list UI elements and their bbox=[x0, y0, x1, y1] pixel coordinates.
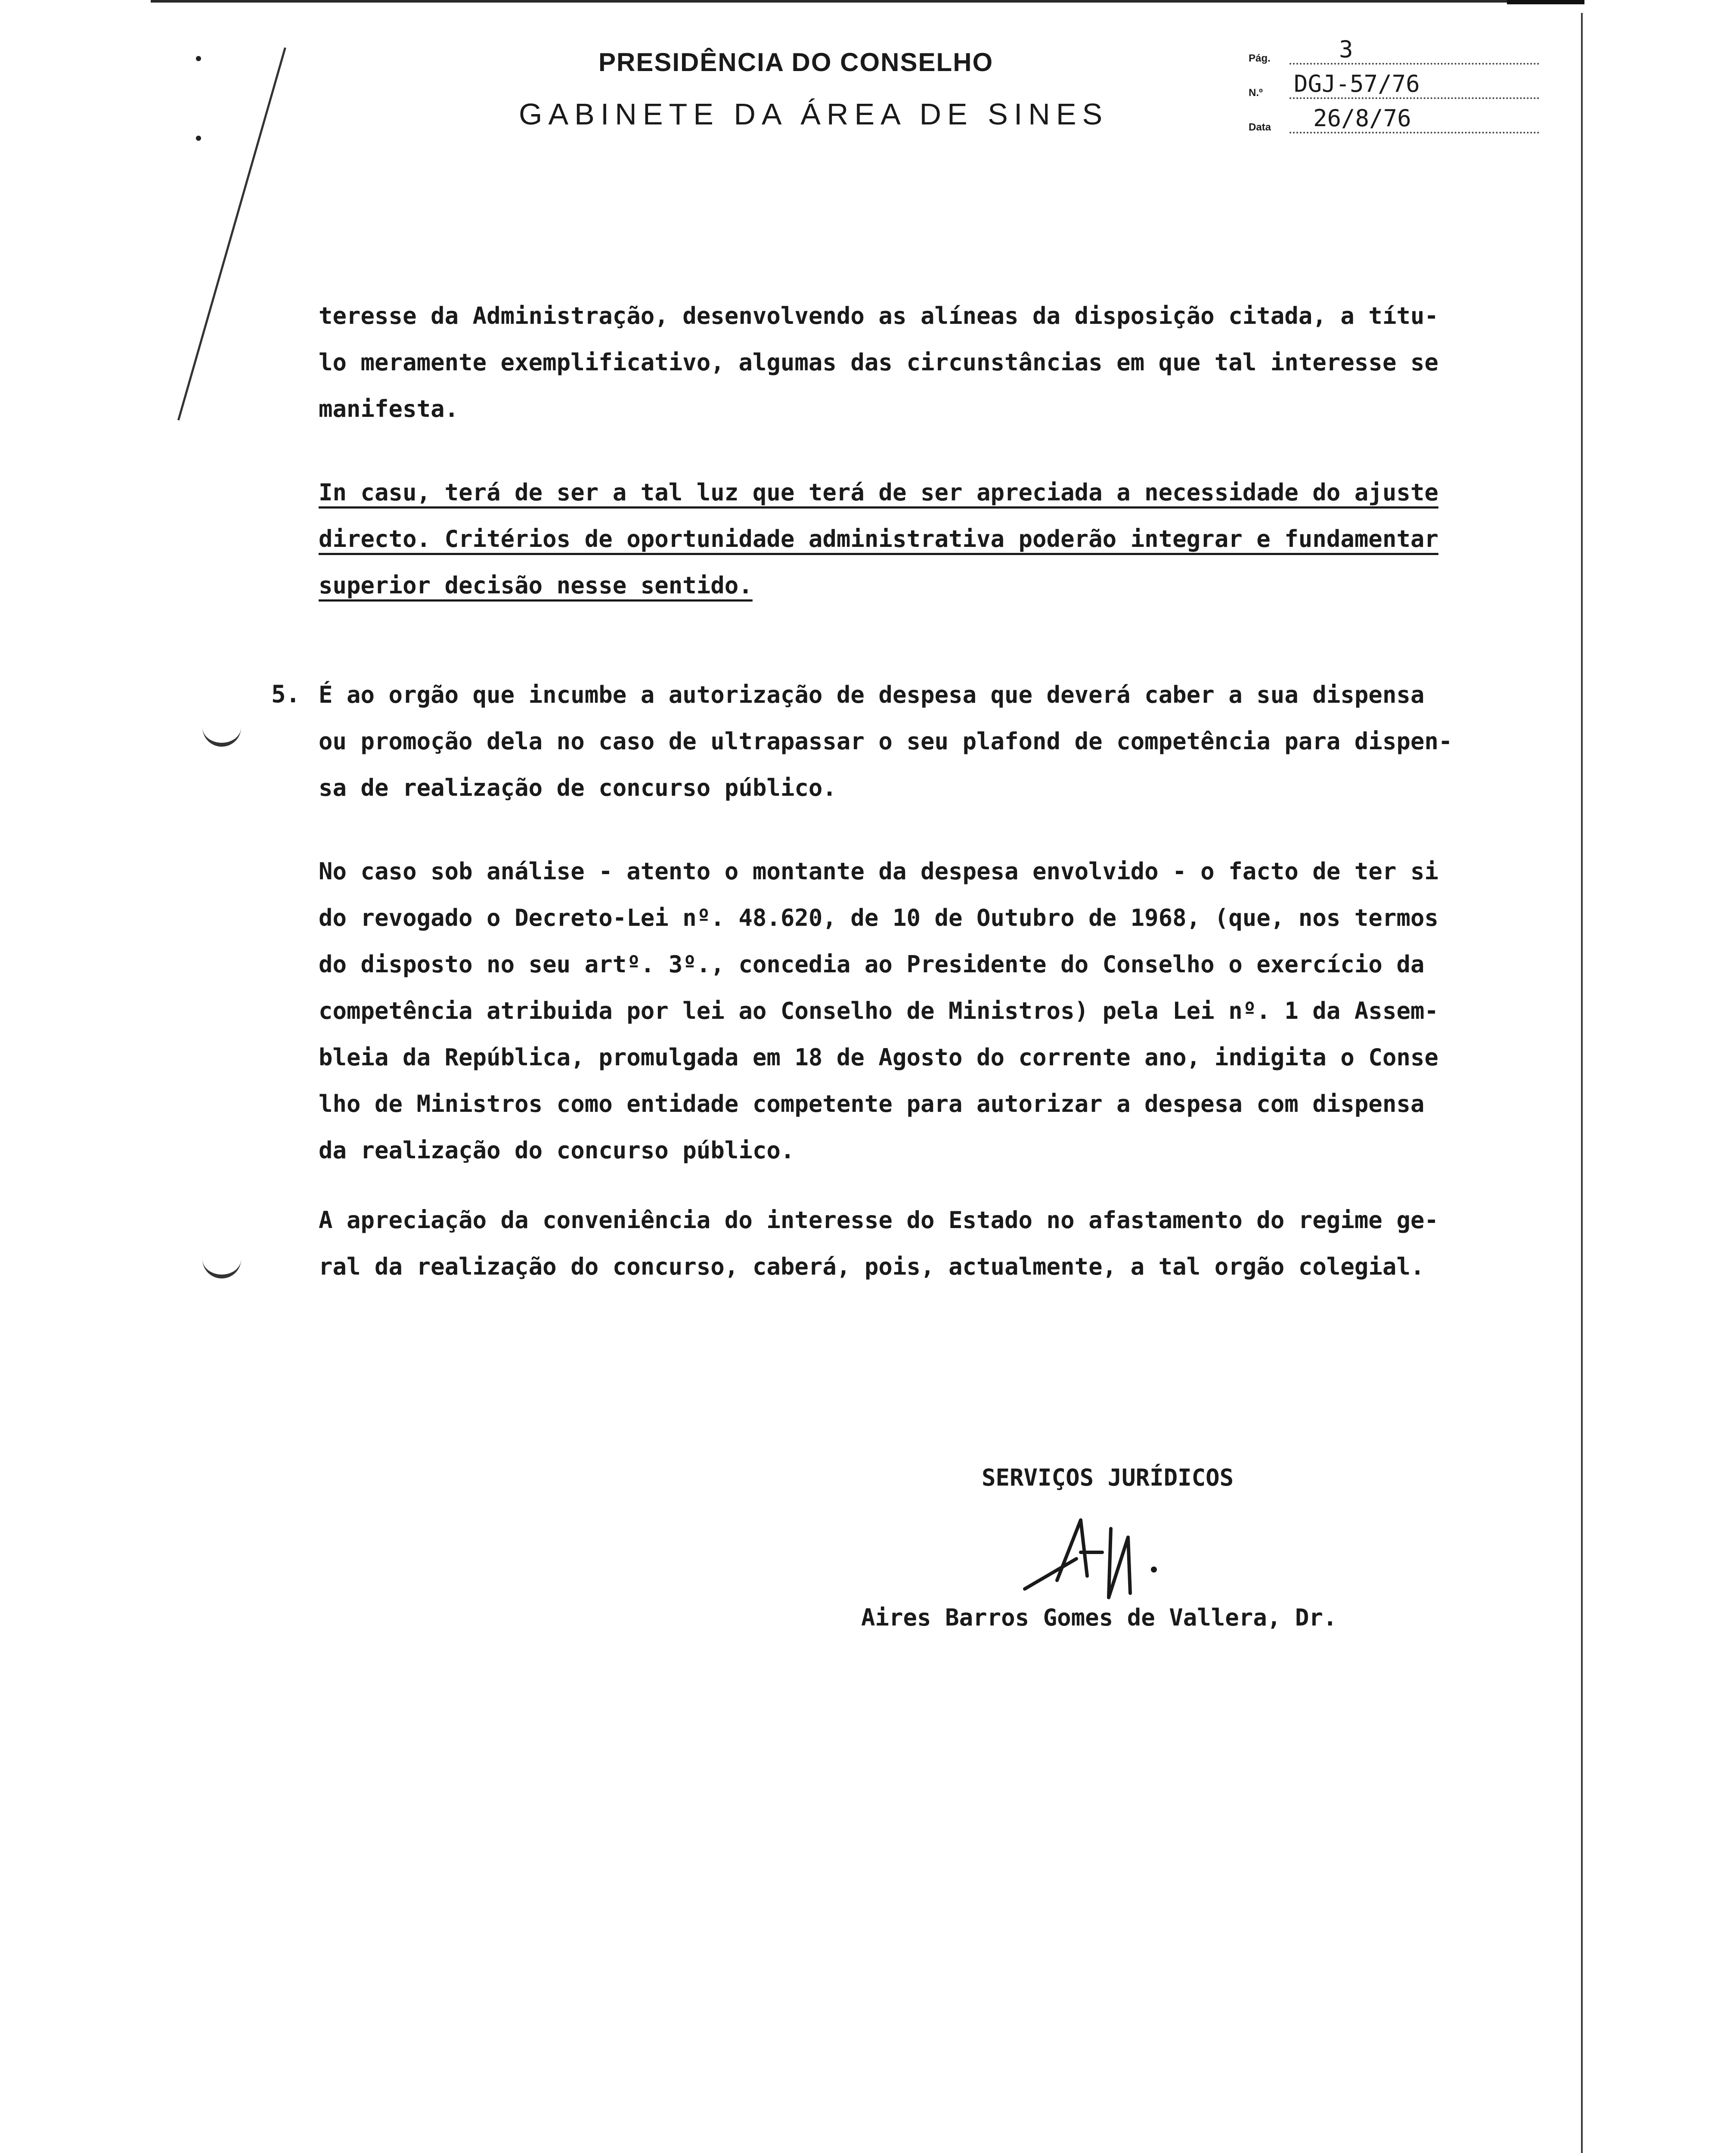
scan-top-edge-dark bbox=[1507, 0, 1584, 4]
date-value: 26/8/76 bbox=[1313, 105, 1411, 132]
page-value: 3 bbox=[1339, 36, 1353, 63]
office-name: GABINETE DA ÁREA DE SINES bbox=[519, 97, 1109, 131]
text-line: superior decisão nesse sentido. bbox=[319, 572, 753, 599]
text-line: do disposto no seu artº. 3º., concedia ao Presidente do Conselho o exercício da bbox=[319, 951, 1425, 978]
page-label: Pág. bbox=[1249, 53, 1271, 64]
text-line: ou promoção dela no caso de ultrapassar o seu plafond de competência para dispen- bbox=[319, 728, 1453, 755]
scan-speck bbox=[196, 136, 201, 141]
margin-stroke bbox=[177, 47, 286, 421]
date-field bbox=[1249, 103, 1550, 133]
section-number: 5. bbox=[271, 680, 301, 708]
page-number-field bbox=[1249, 34, 1550, 65]
organization-name: PRESIDÊNCIA DO CONSELHO bbox=[598, 48, 994, 77]
paragraph-5 bbox=[319, 1197, 1490, 1290]
text-line: do revogado o Decreto-Lei nº. 48.620, de 10 de Outubro de 1968, (que, nos termos bbox=[319, 904, 1438, 931]
text-line: A apreciação da conveniência do interesse do Estado no afastamento do regime ge- bbox=[319, 1207, 1438, 1234]
signature-unit: SERVIÇOS JURÍDICOS bbox=[982, 1464, 1234, 1491]
reference-number-field bbox=[1249, 69, 1550, 99]
dotted-line bbox=[1290, 37, 1539, 65]
paragraph-3 bbox=[319, 672, 1490, 811]
scan-right-edge bbox=[1581, 13, 1583, 2153]
text-line: lho de Ministros como entidade competente para autorizar a despesa com dispensa bbox=[319, 1090, 1425, 1117]
paragraph-2-underlined bbox=[319, 469, 1490, 609]
paragraph-4 bbox=[319, 848, 1490, 1174]
scan-speck bbox=[196, 56, 201, 61]
scan-top-edge bbox=[151, 0, 1584, 3]
punch-hole-mark bbox=[202, 1257, 241, 1278]
text-line: ral da realização do concurso, caberá, pois, actualmente, a tal orgão colegial. bbox=[319, 1253, 1425, 1280]
punch-hole-mark bbox=[202, 726, 241, 747]
text-line: teresse da Administração, desenvolvendo as alíneas da disposição citada, a títu- bbox=[319, 302, 1438, 329]
text-line: É ao orgão que incumbe a autorização de despesa que deverá caber a sua dispensa bbox=[319, 681, 1425, 708]
text-line: directo. Critérios de oportunidade administrativa poderão integrar e fundamentar bbox=[319, 525, 1438, 552]
text-line: No caso sob análise - atento o montante da despesa envolvido - o facto de ter si bbox=[319, 858, 1438, 885]
handwritten-signature bbox=[1016, 1511, 1197, 1610]
signatory-name: Aires Barros Gomes de Vallera, Dr. bbox=[861, 1604, 1337, 1631]
text-line: manifesta. bbox=[319, 395, 459, 422]
number-label: N.º bbox=[1249, 87, 1263, 99]
text-line: sa de realização de concurso público. bbox=[319, 774, 837, 801]
text-line: da realização do concurso público. bbox=[319, 1137, 795, 1164]
text-line: lo meramente exemplificativo, algumas das circunstâncias em que tal interesse se bbox=[319, 349, 1438, 376]
paragraph-1 bbox=[319, 293, 1490, 432]
text-line: In casu, terá de ser a tal luz que terá de ser apreciada a necessidade do ajuste bbox=[319, 479, 1438, 506]
text-line: bleia da República, promulgada em 18 de Agosto do corrente ano, indigita o Conse bbox=[319, 1044, 1438, 1071]
number-value: DGJ-57/76 bbox=[1294, 70, 1420, 97]
text-line: competência atribuida por lei ao Conselho de Ministros) pela Lei nº. 1 da Assem- bbox=[319, 997, 1438, 1024]
date-label: Data bbox=[1249, 121, 1271, 133]
